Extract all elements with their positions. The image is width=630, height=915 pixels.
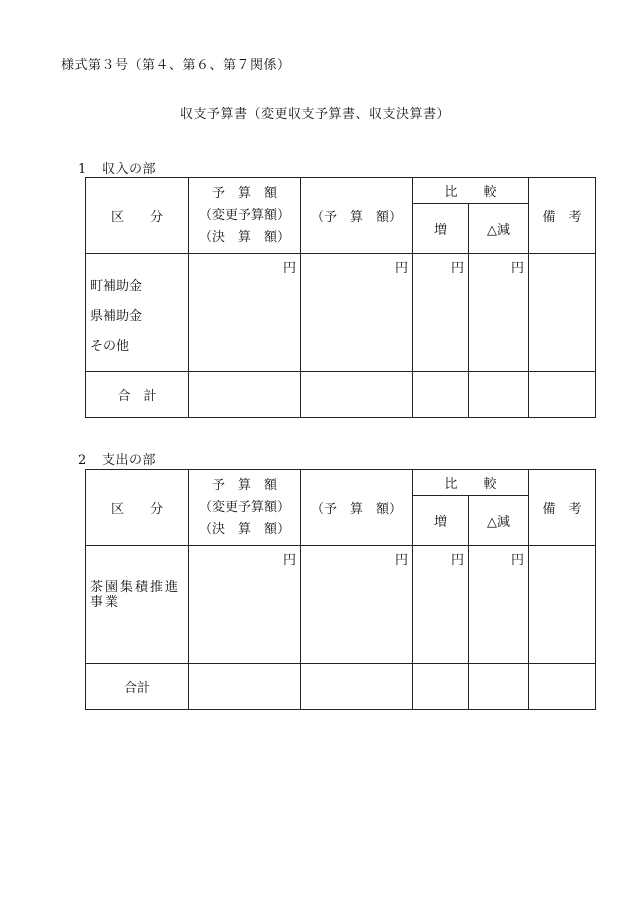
income-section-title xyxy=(78,158,156,177)
remarks-header: 備 考 xyxy=(529,178,596,254)
budget-header xyxy=(189,470,301,546)
expense-items xyxy=(86,546,189,664)
prev-budget-header: （予 算 額） xyxy=(301,470,413,546)
increase-header: 増 xyxy=(413,204,469,254)
category-header: 区 分 xyxy=(86,178,189,254)
income-table xyxy=(85,177,596,418)
expense-total-label: 合計 xyxy=(86,664,189,710)
expense-item: 事業 xyxy=(90,595,121,610)
decrease-header: △減 xyxy=(469,204,529,254)
budget-header xyxy=(189,178,301,254)
income-total-label: 合 計 xyxy=(86,372,189,418)
income-items xyxy=(86,254,189,372)
income-item: その他 xyxy=(90,339,130,354)
budget-header-line: 予 算 額 xyxy=(211,477,277,493)
settlement-header-line: （決 算 額） xyxy=(198,521,290,537)
budget-cell: 円 xyxy=(189,546,301,664)
prev-budget-header: （予 算 額） xyxy=(301,178,413,254)
budget-header-line: 予 算 額 xyxy=(211,185,277,201)
revised-budget-header-line: （変更予算額） xyxy=(198,499,290,515)
prev-budget-cell: 円 xyxy=(301,546,413,664)
income-section-label: 収入の部 xyxy=(102,162,157,177)
increase-header: 増 xyxy=(413,496,469,546)
expense-section-label: 支出の部 xyxy=(102,453,157,468)
settlement-header-line: （決 算 額） xyxy=(198,229,290,245)
total-cell xyxy=(469,372,529,418)
income-section-number: 1 xyxy=(78,162,87,177)
remarks-cell xyxy=(529,546,596,664)
expense-section-number: 2 xyxy=(78,453,87,468)
decrease-cell: 円 xyxy=(469,546,529,664)
comparison-header: 比 較 xyxy=(413,178,529,204)
increase-cell: 円 xyxy=(413,254,469,372)
expense-table xyxy=(85,469,596,710)
revised-budget-header-line: （変更予算額） xyxy=(198,207,290,223)
total-cell xyxy=(301,372,413,418)
total-cell xyxy=(529,372,596,418)
income-item: 県補助金 xyxy=(90,309,143,324)
total-cell xyxy=(529,664,596,710)
prev-budget-cell: 円 xyxy=(301,254,413,372)
income-item: 町補助金 xyxy=(90,279,143,294)
increase-cell: 円 xyxy=(413,546,469,664)
remarks-header: 備 考 xyxy=(529,470,596,546)
total-cell xyxy=(301,664,413,710)
total-cell xyxy=(413,372,469,418)
expense-section-title xyxy=(78,449,156,468)
form-number: 様式第３号（第４、第６、第７関係） xyxy=(61,58,291,73)
decrease-header: △減 xyxy=(469,496,529,546)
decrease-cell: 円 xyxy=(469,254,529,372)
total-cell xyxy=(189,664,301,710)
comparison-header: 比 較 xyxy=(413,470,529,496)
total-cell xyxy=(413,664,469,710)
budget-cell: 円 xyxy=(189,254,301,372)
total-cell xyxy=(189,372,301,418)
category-header: 区 分 xyxy=(86,470,189,546)
remarks-cell xyxy=(529,254,596,372)
total-cell xyxy=(469,664,529,710)
expense-item: 茶園集積推進 xyxy=(90,580,181,595)
document-title: 収支予算書（変更収支予算書、収支決算書） xyxy=(179,107,450,122)
